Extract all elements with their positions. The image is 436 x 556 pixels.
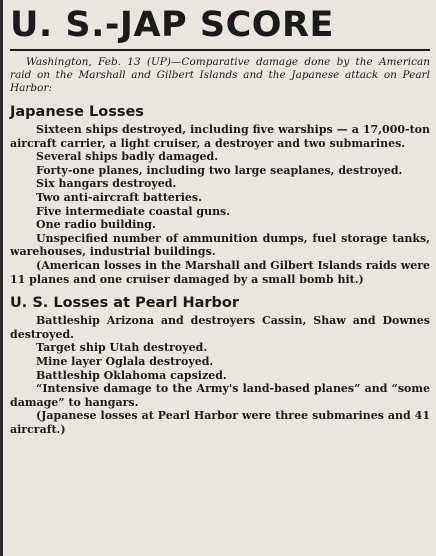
list-item: Sixteen ships destroyed, including five warships — a 17,000-ton aircraft carrier, a light cruiser, a destroyer and two submarines. bbox=[10, 123, 430, 150]
list-item: Battleship Oklahoma capsized. bbox=[36, 368, 227, 382]
list-item: “Intensive damage to the Army's land-based planes” and “some damage” to hangars. bbox=[10, 382, 430, 409]
left-border bbox=[0, 0, 3, 556]
list-item: Five intermediate coastal guns. bbox=[36, 204, 231, 218]
list-item: (Japanese losses at Pearl Harbor were three submarines and 41 aircraft.) bbox=[10, 409, 430, 436]
headline: U. S.-JAP SCORE bbox=[10, 5, 334, 45]
list-item: Mine layer Oglala destroyed. bbox=[36, 354, 214, 368]
list-item: Forty-one planes, including two large seaplanes, destroyed. bbox=[36, 163, 403, 177]
list-item: Unspecified number of ammunition dumps, fuel storage tanks, warehouses, industrial buildings. bbox=[10, 231, 430, 259]
list-item: Battleship Arizona and destroyers Cassin, Shaw and Downes destroyed. bbox=[10, 314, 430, 341]
headline-rule bbox=[10, 49, 430, 51]
japanese-losses-section bbox=[10, 103, 430, 286]
section-title-japanese-losses: Japanese Losses bbox=[10, 104, 144, 120]
list-item: Several ships badly damaged. bbox=[36, 150, 219, 164]
list-item: One radio building. bbox=[36, 218, 156, 232]
us-losses-section bbox=[10, 294, 430, 436]
list-item: (American losses in the Marshall and Gilbert Islands raids were 11 planes and one cruiser damaged by a small bomb hit.) bbox=[10, 258, 430, 286]
section-title-us-losses: U. S. Losses at Pearl Harbor bbox=[10, 295, 240, 312]
list-item: Target ship Utah destroyed. bbox=[36, 341, 208, 355]
list-item: Two anti-aircraft batteries. bbox=[36, 190, 202, 204]
dateline: Washington, Feb. 13 (UP)—Comparative damage done by the American raid on the Marshall and Gilbert Islands and the Japanese attack on Pearl Harbor: bbox=[10, 56, 430, 94]
list-item: Six hangars destroyed. bbox=[36, 177, 177, 191]
